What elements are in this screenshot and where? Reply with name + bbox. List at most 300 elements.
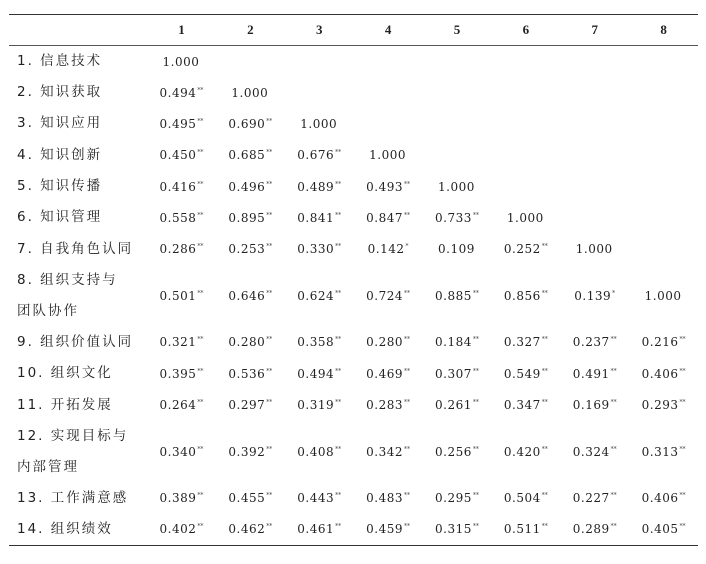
correlation-cell <box>216 202 285 233</box>
significance-marker: ** <box>403 492 410 500</box>
correlation-value: 0.286 <box>159 242 197 257</box>
correlation-cell <box>560 46 629 78</box>
correlation-value: 0.405 <box>641 522 679 537</box>
correlation-cell <box>147 389 216 420</box>
correlation-cell <box>629 171 698 202</box>
correlation-cell <box>491 233 560 264</box>
correlation-cell <box>354 389 423 420</box>
significance-marker: ** <box>472 492 479 500</box>
correlation-cell <box>491 108 560 139</box>
correlation-cell <box>147 358 216 389</box>
table-row <box>9 265 698 327</box>
correlation-cell <box>147 171 216 202</box>
header-cell-1: 1 <box>178 22 185 37</box>
table-row <box>9 140 698 171</box>
correlation-cell <box>629 514 698 546</box>
correlation-cell <box>354 46 423 78</box>
correlation-cell <box>216 108 285 139</box>
significance-marker: ** <box>610 399 617 407</box>
header-row <box>9 15 698 46</box>
correlation-cell <box>216 233 285 264</box>
significance-marker: ** <box>679 445 686 453</box>
correlation-value: 0.558 <box>159 210 197 225</box>
correlation-value: 1.000 <box>644 288 682 303</box>
correlation-value: 1.000 <box>162 54 200 69</box>
correlation-value: 0.256 <box>435 444 472 459</box>
correlation-cell <box>629 389 698 420</box>
correlation-cell <box>147 46 216 78</box>
correlation-cell <box>423 421 492 483</box>
correlation-cell <box>629 265 698 327</box>
significance-marker: ** <box>266 399 273 407</box>
significance-marker: ** <box>197 399 204 407</box>
correlation-cell <box>629 483 698 514</box>
correlation-cell <box>423 265 492 327</box>
correlation-cell <box>285 265 354 327</box>
correlation-cell <box>491 389 560 420</box>
significance-marker: * <box>405 243 409 251</box>
significance-marker: ** <box>197 86 204 94</box>
correlation-cell <box>285 77 354 108</box>
correlation-cell <box>285 514 354 546</box>
correlation-value: 0.330 <box>297 242 335 257</box>
correlation-value: 1.000 <box>438 179 475 194</box>
correlation-value: 0.469 <box>366 366 403 381</box>
significance-marker: ** <box>335 367 342 375</box>
row-label: 6. 知识管理 <box>17 209 103 226</box>
correlation-value: 0.847 <box>366 210 403 225</box>
correlation-cell <box>354 327 423 358</box>
correlation-cell <box>560 421 629 483</box>
correlation-cell <box>216 421 285 483</box>
correlation-table <box>9 14 698 546</box>
correlation-value: 0.340 <box>159 444 197 459</box>
significance-marker: ** <box>266 149 273 157</box>
header-cell-3: 3 <box>315 22 323 37</box>
row-label: 10. 组织文化 <box>17 365 113 382</box>
significance-marker: ** <box>335 149 342 157</box>
correlation-cell <box>491 171 560 202</box>
correlation-value: 0.676 <box>297 148 335 163</box>
correlation-value: 0.733 <box>435 210 472 225</box>
correlation-value: 0.297 <box>228 398 266 413</box>
correlation-value: 0.493 <box>366 179 403 194</box>
correlation-cell <box>560 265 629 327</box>
correlation-cell <box>491 514 560 546</box>
significance-marker: ** <box>403 180 410 188</box>
correlation-value: 0.139 <box>574 288 612 303</box>
row-label: 5. 知识传播 <box>17 178 103 195</box>
correlation-value: 0.885 <box>435 288 472 303</box>
correlation-cell <box>491 358 560 389</box>
row-label: 3. 知识应用 <box>17 115 103 132</box>
table-row <box>9 171 698 202</box>
correlation-value: 0.483 <box>366 491 403 506</box>
correlation-cell <box>560 140 629 171</box>
correlation-cell <box>354 108 423 139</box>
significance-marker: ** <box>541 336 548 344</box>
significance-marker: ** <box>266 445 273 453</box>
correlation-value: 1.000 <box>300 116 338 131</box>
correlation-cell <box>560 327 629 358</box>
correlation-value: 0.280 <box>228 335 266 350</box>
correlation-cell <box>285 140 354 171</box>
correlation-cell <box>629 108 698 139</box>
correlation-value: 0.496 <box>228 179 266 194</box>
correlation-value: 0.462 <box>228 522 266 537</box>
correlation-value: 0.549 <box>503 366 541 381</box>
row-label: 4. 知识创新 <box>17 146 103 163</box>
correlation-value: 0.494 <box>297 366 335 381</box>
correlation-cell <box>354 483 423 514</box>
significance-marker: ** <box>610 492 617 500</box>
correlation-cell <box>147 108 216 139</box>
correlation-cell <box>629 358 698 389</box>
correlation-cell <box>354 358 423 389</box>
header-cell-8: 8 <box>660 22 667 37</box>
correlation-value: 0.646 <box>228 288 266 303</box>
significance-marker: ** <box>197 117 204 125</box>
correlation-cell <box>560 233 629 264</box>
correlation-cell <box>491 421 560 483</box>
correlation-cell <box>629 202 698 233</box>
table-row <box>9 77 698 108</box>
correlation-cell <box>423 202 492 233</box>
header-cell-4: 4 <box>384 22 392 37</box>
significance-marker: ** <box>679 336 686 344</box>
correlation-cell <box>491 202 560 233</box>
table-row <box>9 514 698 546</box>
header-cell-5: 5 <box>453 22 461 37</box>
correlation-cell <box>147 77 216 108</box>
significance-marker: ** <box>403 289 410 297</box>
correlation-value: 0.358 <box>297 335 335 350</box>
correlation-value: 0.395 <box>159 366 197 381</box>
correlation-value: 0.327 <box>503 335 541 350</box>
correlation-value: 0.494 <box>159 85 197 100</box>
significance-marker: ** <box>541 399 548 407</box>
row-label: 14. 组织绩效 <box>17 520 113 537</box>
correlation-cell <box>423 46 492 78</box>
significance-marker: ** <box>541 243 548 251</box>
significance-marker: ** <box>335 211 342 219</box>
table-row <box>9 327 698 358</box>
significance-marker: ** <box>266 243 273 251</box>
table-row <box>9 421 698 483</box>
significance-marker: ** <box>472 523 479 531</box>
significance-marker: ** <box>472 211 479 219</box>
row-label: 2. 知识获取 <box>17 84 103 101</box>
significance-marker: ** <box>266 367 273 375</box>
correlation-cell <box>216 265 285 327</box>
table-row <box>9 389 698 420</box>
correlation-value: 1.000 <box>231 85 269 100</box>
correlation-value: 1.000 <box>369 148 406 163</box>
correlation-cell <box>629 46 698 78</box>
correlation-cell <box>354 77 423 108</box>
correlation-value: 0.295 <box>435 491 472 506</box>
significance-marker: ** <box>335 523 342 531</box>
correlation-cell <box>216 483 285 514</box>
correlation-cell <box>147 233 216 264</box>
correlation-cell <box>423 483 492 514</box>
table-row <box>9 233 698 264</box>
correlation-value: 0.501 <box>159 288 197 303</box>
correlation-value: 0.489 <box>297 179 335 194</box>
correlation-cell <box>285 171 354 202</box>
correlation-cell <box>423 514 492 546</box>
correlation-cell <box>423 358 492 389</box>
significance-marker: ** <box>472 336 479 344</box>
header-cell-6: 6 <box>522 22 530 37</box>
correlation-cell <box>216 171 285 202</box>
correlation-value: 0.216 <box>641 335 679 350</box>
correlation-cell <box>560 171 629 202</box>
correlation-value: 0.289 <box>572 522 610 537</box>
correlation-value: 0.321 <box>159 335 197 350</box>
correlation-cell <box>354 140 423 171</box>
correlation-cell <box>423 327 492 358</box>
significance-marker: ** <box>403 523 410 531</box>
table-row <box>9 108 698 139</box>
significance-marker: ** <box>266 289 273 297</box>
correlation-cell <box>147 514 216 546</box>
correlation-value: 0.416 <box>159 179 197 194</box>
significance-marker: ** <box>335 399 342 407</box>
correlation-cell <box>285 233 354 264</box>
correlation-cell <box>216 140 285 171</box>
significance-marker: ** <box>472 289 479 297</box>
correlation-cell <box>354 421 423 483</box>
significance-marker: ** <box>197 492 204 500</box>
significance-marker: ** <box>335 180 342 188</box>
correlation-cell <box>285 108 354 139</box>
correlation-cell <box>423 233 492 264</box>
correlation-cell <box>491 483 560 514</box>
correlation-cell <box>560 514 629 546</box>
significance-marker: ** <box>610 367 617 375</box>
correlation-value: 0.690 <box>228 116 266 131</box>
correlation-value: 0.450 <box>159 148 197 163</box>
significance-marker: ** <box>197 211 204 219</box>
correlation-value: 0.184 <box>435 335 472 350</box>
significance-marker: ** <box>472 367 479 375</box>
significance-marker: ** <box>403 211 410 219</box>
significance-marker: ** <box>541 523 548 531</box>
correlation-value: 0.895 <box>228 210 266 225</box>
correlation-cell <box>285 46 354 78</box>
significance-marker: ** <box>403 445 410 453</box>
significance-marker: ** <box>335 336 342 344</box>
correlation-cell <box>147 140 216 171</box>
significance-marker: ** <box>266 180 273 188</box>
correlation-cell <box>629 327 698 358</box>
correlation-value: 0.504 <box>503 491 541 506</box>
correlation-cell <box>423 77 492 108</box>
correlation-cell <box>354 233 423 264</box>
correlation-cell <box>560 483 629 514</box>
correlation-value: 0.495 <box>159 116 197 131</box>
significance-marker: ** <box>197 523 204 531</box>
significance-marker: ** <box>335 243 342 251</box>
correlation-cell <box>216 77 285 108</box>
correlation-cell <box>147 483 216 514</box>
correlation-cell <box>491 46 560 78</box>
correlation-value: 0.169 <box>572 398 610 413</box>
significance-marker: ** <box>266 523 273 531</box>
correlation-cell <box>147 327 216 358</box>
significance-marker: ** <box>610 336 617 344</box>
significance-marker: ** <box>403 399 410 407</box>
correlation-cell <box>216 514 285 546</box>
significance-marker: ** <box>197 289 204 297</box>
correlation-value: 0.342 <box>366 444 403 459</box>
significance-marker: ** <box>610 445 617 453</box>
significance-marker: ** <box>541 367 548 375</box>
correlation-value: 0.319 <box>297 398 335 413</box>
correlation-cell <box>285 421 354 483</box>
correlation-value: 0.237 <box>572 335 610 350</box>
significance-marker: ** <box>197 445 204 453</box>
correlation-cell <box>354 202 423 233</box>
correlation-value: 0.389 <box>159 491 197 506</box>
correlation-cell <box>629 77 698 108</box>
correlation-cell <box>216 358 285 389</box>
table-row <box>9 202 698 233</box>
correlation-cell <box>354 514 423 546</box>
correlation-value: 0.841 <box>297 210 335 225</box>
significance-marker: ** <box>679 399 686 407</box>
significance-marker: ** <box>335 289 342 297</box>
significance-marker: ** <box>197 367 204 375</box>
correlation-value: 0.406 <box>641 491 679 506</box>
significance-marker: ** <box>197 149 204 157</box>
correlation-value: 0.491 <box>572 366 610 381</box>
correlation-value: 0.856 <box>503 288 541 303</box>
correlation-value: 0.347 <box>503 398 541 413</box>
row-label: 9. 组织价值认同 <box>17 333 134 350</box>
correlation-value: 0.253 <box>228 242 266 257</box>
correlation-value: 0.227 <box>572 491 610 506</box>
correlation-cell <box>285 483 354 514</box>
correlation-cell <box>491 327 560 358</box>
correlation-value: 0.408 <box>297 444 335 459</box>
significance-marker: ** <box>472 399 479 407</box>
correlation-cell <box>560 77 629 108</box>
correlation-cell <box>560 202 629 233</box>
correlation-cell <box>629 421 698 483</box>
correlation-value: 0.406 <box>641 366 679 381</box>
correlation-cell <box>216 46 285 78</box>
correlation-cell <box>354 265 423 327</box>
header-cell-2: 2 <box>247 22 254 37</box>
significance-marker: ** <box>679 523 686 531</box>
table-row <box>9 46 698 78</box>
table-body <box>9 46 698 546</box>
row-label: 12. 实现目标与内部管理 <box>17 427 129 475</box>
correlation-value: 0.461 <box>297 522 335 537</box>
correlation-value: 0.283 <box>366 398 403 413</box>
correlation-value: 1.000 <box>575 242 613 257</box>
row-label: 1. 信息技术 <box>17 53 103 69</box>
significance-marker: ** <box>266 117 273 125</box>
correlation-value: 1.000 <box>506 210 544 225</box>
correlation-value: 0.443 <box>297 491 335 506</box>
correlation-value: 0.685 <box>228 148 266 163</box>
header-cell-7: 7 <box>591 22 598 37</box>
correlation-value: 0.280 <box>366 335 403 350</box>
correlation-value: 0.109 <box>438 242 475 257</box>
row-label: 7. 自我角色认同 <box>17 240 134 257</box>
correlation-cell <box>560 389 629 420</box>
significance-marker: ** <box>472 445 479 453</box>
significance-marker: * <box>612 289 616 297</box>
correlation-value: 0.252 <box>503 242 541 257</box>
correlation-cell <box>560 358 629 389</box>
correlation-cell <box>216 327 285 358</box>
correlation-cell <box>354 171 423 202</box>
correlation-value: 0.392 <box>228 444 266 459</box>
table-row <box>9 358 698 389</box>
significance-marker: ** <box>541 492 548 500</box>
correlation-value: 0.293 <box>641 398 679 413</box>
significance-marker: ** <box>403 336 410 344</box>
significance-marker: ** <box>197 336 204 344</box>
correlation-cell <box>423 389 492 420</box>
correlation-value: 0.724 <box>366 288 403 303</box>
significance-marker: ** <box>197 243 204 251</box>
correlation-cell <box>491 140 560 171</box>
correlation-cell <box>285 202 354 233</box>
correlation-value: 0.420 <box>503 444 541 459</box>
correlation-cell <box>147 202 216 233</box>
row-label: 11. 开拓发展 <box>17 396 113 413</box>
correlation-cell <box>629 140 698 171</box>
table-row <box>9 483 698 514</box>
significance-marker: ** <box>541 445 548 453</box>
significance-marker: ** <box>266 492 273 500</box>
significance-marker: ** <box>197 180 204 188</box>
correlation-cell <box>216 389 285 420</box>
significance-marker: ** <box>679 367 686 375</box>
correlation-value: 0.142 <box>367 242 405 257</box>
correlation-value: 0.315 <box>435 522 472 537</box>
significance-marker: ** <box>679 492 686 500</box>
correlation-value: 0.324 <box>572 444 610 459</box>
correlation-value: 0.313 <box>641 444 679 459</box>
correlation-value: 0.307 <box>435 366 472 381</box>
header-cell-variable <box>9 15 147 46</box>
significance-marker: ** <box>335 445 342 453</box>
correlation-value: 0.261 <box>435 398 472 413</box>
row-label: 13. 工作满意感 <box>17 489 129 506</box>
correlation-value: 0.402 <box>159 522 197 537</box>
correlation-cell <box>285 389 354 420</box>
correlation-cell <box>423 108 492 139</box>
significance-marker: ** <box>403 367 410 375</box>
correlation-cell <box>285 358 354 389</box>
correlation-cell <box>560 108 629 139</box>
table-header <box>9 15 698 46</box>
correlation-value: 0.624 <box>297 288 335 303</box>
correlation-cell <box>491 77 560 108</box>
correlation-cell <box>491 265 560 327</box>
correlation-value: 0.511 <box>503 522 541 537</box>
significance-marker: ** <box>266 336 273 344</box>
correlation-value: 0.536 <box>228 366 266 381</box>
significance-marker: ** <box>541 289 548 297</box>
correlation-value: 0.459 <box>366 522 403 537</box>
